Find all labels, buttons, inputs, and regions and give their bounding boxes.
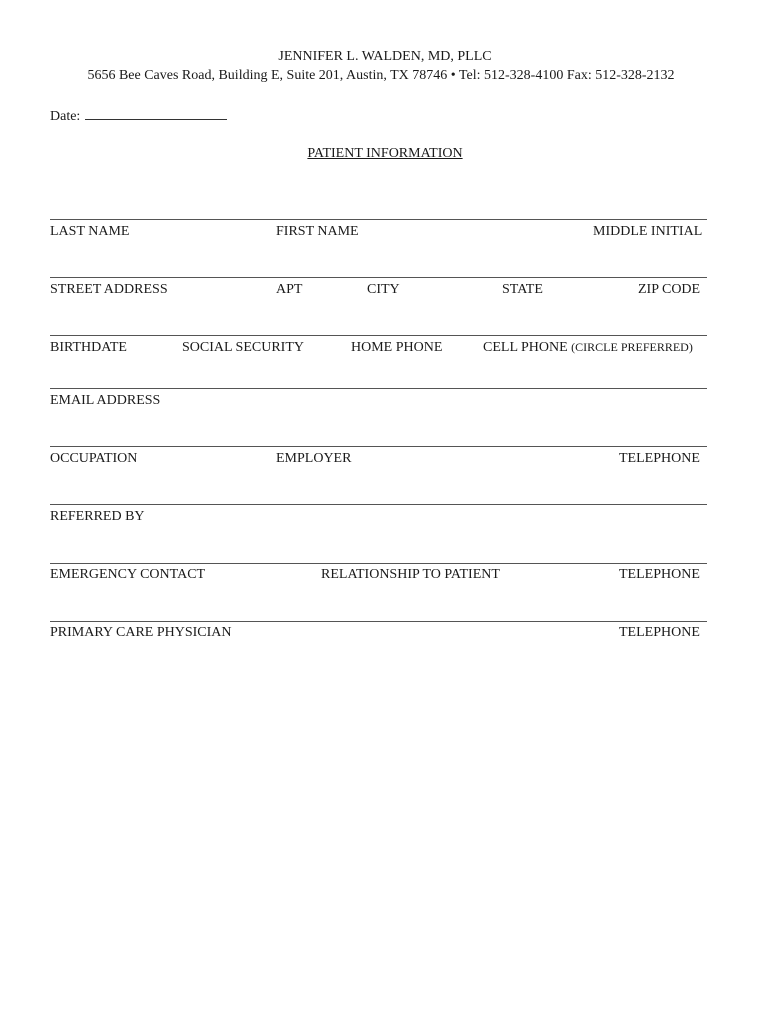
circle-preferred-note: (CIRCLE PREFERRED) [571, 340, 693, 354]
form-title-text: PATIENT INFORMATION [307, 146, 463, 161]
emergency-telephone-label: TELEPHONE [619, 567, 700, 582]
employer-label: EMPLOYER [276, 451, 352, 466]
referral-entry-line[interactable] [50, 504, 707, 505]
email-entry-line[interactable] [50, 388, 707, 389]
street-address-label: STREET ADDRESS [50, 282, 168, 297]
birthdate-label: BIRTHDATE [50, 340, 127, 355]
cell-phone-label [483, 340, 693, 356]
referred-by-label: REFERRED BY [50, 509, 145, 524]
contact-entry-line[interactable] [50, 335, 707, 336]
social-security-label: SOCIAL SECURITY [182, 340, 304, 355]
work-telephone-label: TELEPHONE [619, 451, 700, 466]
home-phone-label: HOME PHONE [351, 340, 443, 355]
physician-entry-line[interactable] [50, 621, 707, 622]
form-title [0, 146, 770, 162]
last-name-label: LAST NAME [50, 224, 130, 239]
relationship-label: RELATIONSHIP TO PATIENT [321, 567, 500, 582]
name-entry-line[interactable] [50, 219, 707, 220]
zip-code-label: ZIP CODE [638, 282, 701, 297]
middle-initial-label: MIDDLE INITIAL [593, 224, 703, 239]
emergency-entry-line[interactable] [50, 563, 707, 564]
city-label: CITY [367, 282, 400, 297]
email-address-label: EMAIL ADDRESS [50, 393, 161, 408]
practice-address: 5656 Bee Caves Road, Building E, Suite 201, Austin, TX 78746 • Tel: 512-328-4100 Fax: 512-328-2132 [87, 68, 675, 83]
address-entry-line[interactable] [50, 277, 707, 278]
physician-telephone-label: TELEPHONE [619, 625, 700, 640]
cell-phone-text: CELL PHONE [483, 340, 568, 355]
first-name-label: FIRST NAME [276, 224, 359, 239]
state-label: STATE [502, 282, 543, 297]
practice-name: JENNIFER L. WALDEN, MD, PLLC [278, 49, 492, 64]
date-label: Date: [50, 109, 81, 124]
apt-label: APT [276, 282, 303, 297]
date-blank-line[interactable] [85, 107, 227, 120]
emergency-contact-label: EMERGENCY CONTACT [50, 567, 206, 582]
date-field [50, 107, 227, 125]
work-entry-line[interactable] [50, 446, 707, 447]
occupation-label: OCCUPATION [50, 451, 138, 466]
primary-care-physician-label: PRIMARY CARE PHYSICIAN [50, 625, 232, 640]
